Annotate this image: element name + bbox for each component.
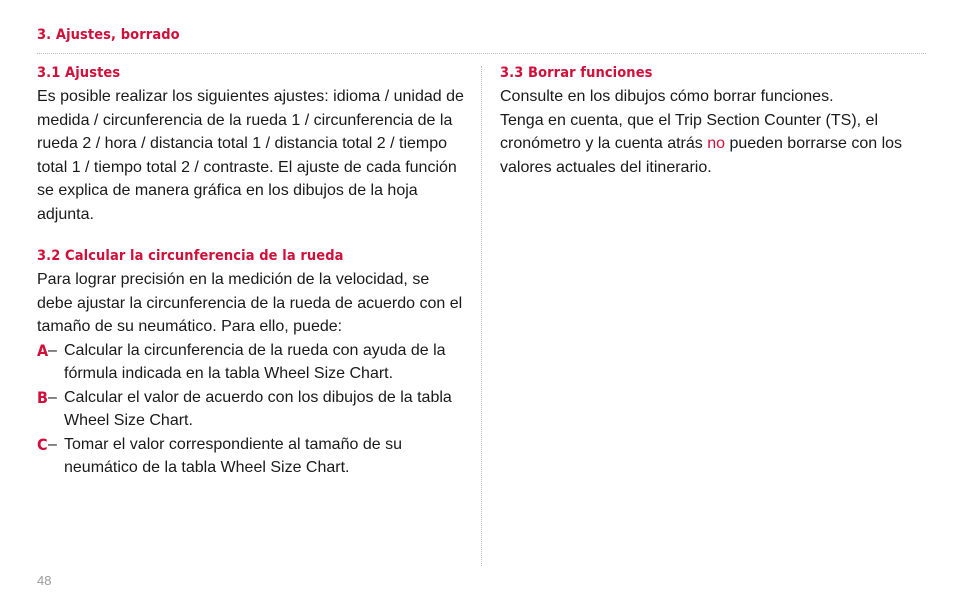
option-c bbox=[37, 433, 465, 480]
section-title: 3. Ajustes, borrado bbox=[37, 27, 180, 43]
ajustes-paragraph: Es posible realizar los siguientes ajustes: idioma / unidad de medida / circunferencia de la rueda 1 / circunferencia de la rueda 2 / hora / distancia total 1 / distancia total 2 / tiempo total 1 / tiempo total 2 / contraste. El ajuste de cada función se explica de manera gráfica en los dibujos de la hoja adjunta. bbox=[37, 88, 464, 223]
borrar-line1: Consulte en los dibujos cómo borrar funciones. bbox=[500, 88, 834, 105]
option-text: Tomar el valor correspondiente al tamaño de su neumático de la tabla Wheel Size Chart. bbox=[64, 435, 402, 476]
heading-3-1: 3.1 Ajustes bbox=[37, 65, 121, 81]
option-dash: – bbox=[48, 341, 57, 359]
circunferencia-paragraph: Para lograr precisión en la medición de la velocidad, se debe ajustar la circunferencia de la rueda de acuerdo con el tamaño de su neumático. Para ello, puede: bbox=[37, 271, 463, 335]
column-divider bbox=[481, 66, 482, 566]
option-text: Calcular el valor de acuerdo con los dibujos de la tabla Wheel Size Chart. bbox=[64, 388, 452, 429]
borrar-text-after: pueden borrarse con los valores actuales del itinerario. bbox=[500, 135, 903, 176]
option-letter: B bbox=[37, 387, 48, 407]
page-number: 48 bbox=[37, 573, 52, 588]
heading-3-3: 3.3 Borrar funciones bbox=[500, 65, 653, 81]
option-letter: C bbox=[37, 434, 48, 454]
options-list bbox=[37, 339, 465, 480]
option-letter: A bbox=[37, 340, 49, 360]
option-dash: – bbox=[48, 435, 57, 453]
option-text: Calcular la circunferencia de la rueda con ayuda de la fórmula indicada en la tabla Wheel Size Chart. bbox=[64, 341, 446, 382]
left-column bbox=[37, 64, 465, 480]
borrar-text-before: Tenga en cuenta, que el Trip Section Counter (TS), el cronómetro y la cuenta atrás bbox=[500, 111, 878, 152]
option-a bbox=[37, 339, 465, 386]
heading-3-2: 3.2 Calcular la circunferencia de la rueda bbox=[37, 248, 344, 264]
highlight-no: no bbox=[707, 135, 726, 152]
right-column bbox=[500, 64, 920, 179]
borrar-paragraph bbox=[500, 109, 920, 180]
option-dash: – bbox=[48, 388, 57, 406]
top-dotted-rule bbox=[37, 53, 926, 54]
option-b bbox=[37, 386, 465, 433]
